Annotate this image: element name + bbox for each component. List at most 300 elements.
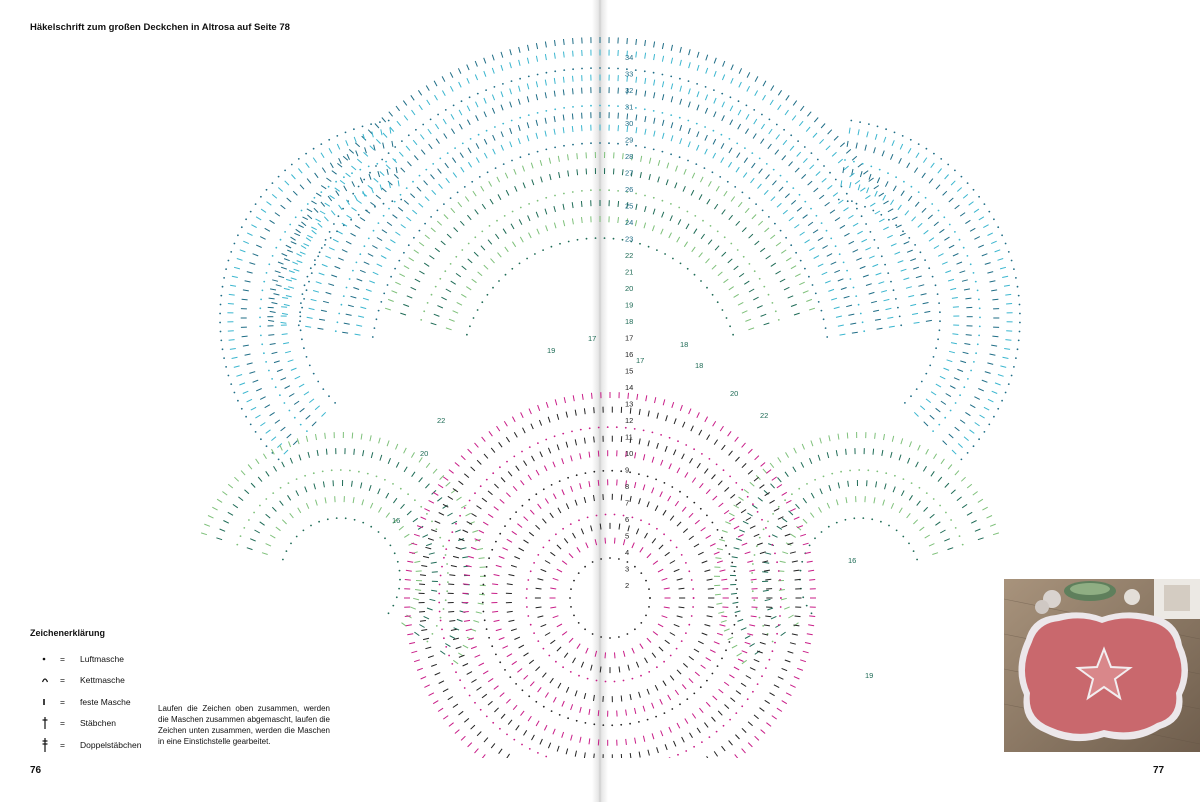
inner-right-stitch [771, 484, 775, 488]
inner-right-stitch [811, 493, 814, 498]
outer-top-stitch [453, 173, 457, 178]
star-center-stitch [532, 735, 535, 740]
outer-top-chain [860, 313, 862, 315]
outer-top-stitch [307, 317, 313, 318]
outer-top-stitch [411, 95, 414, 100]
inner-top-chain [672, 258, 674, 260]
outer-top-chain [818, 301, 820, 303]
outer-top-stitch [366, 289, 372, 291]
outer-top-stitch [527, 96, 529, 102]
star-center-chain [643, 430, 645, 432]
star-center-stitch [519, 548, 524, 551]
lobe-left-chain [230, 383, 232, 385]
star-center-chain [480, 709, 482, 711]
inner-left-stitch [361, 434, 362, 440]
inner-top-stitch [461, 294, 466, 297]
star-center-stitch [506, 699, 510, 703]
outer-top-stitch [875, 319, 881, 320]
outer-top-stitch [821, 124, 825, 129]
inner-left-stitch [414, 561, 420, 562]
star-center-stitch [777, 708, 782, 711]
outer-top-stitch [662, 81, 663, 87]
lobe-right-chain [895, 176, 897, 178]
outer-top-stitch [697, 145, 699, 151]
star-center-stitch [580, 453, 581, 459]
star-center-stitch [646, 395, 647, 401]
inner-left-stitch [447, 513, 452, 516]
inner-right-chain [809, 545, 811, 547]
outer-top-chain [729, 138, 731, 140]
outer-top-stitch [351, 233, 356, 236]
outer-top-stitch [730, 106, 733, 111]
inner-right-stitch [782, 518, 787, 522]
star-center-stitch [491, 448, 495, 453]
outer-top-stitch [803, 158, 807, 162]
star-center-stitch [704, 723, 708, 728]
inner-right-stitch [899, 455, 901, 461]
star-center-stitch [635, 482, 636, 488]
lobe-left-chain [271, 378, 273, 380]
outer-top-chain [744, 147, 746, 149]
inner-left-stitch [387, 441, 389, 447]
star-center-stitch [528, 716, 531, 721]
outer-top-chain [387, 284, 389, 286]
inner-top-chain [712, 294, 714, 296]
star-center-stitch [760, 485, 765, 489]
star-center-chain [611, 470, 613, 472]
outer-top-stitch [346, 173, 351, 177]
outer-top-stitch [459, 124, 462, 129]
outer-top-chain [590, 105, 592, 107]
outer-top-stitch [636, 52, 637, 58]
lobe-left-stitch [243, 290, 249, 291]
star-center-chain [671, 486, 673, 488]
star-center-chain [693, 502, 695, 504]
star-center-chain [769, 659, 771, 661]
star-center-stitch [509, 575, 515, 576]
lobe-left-stitch [354, 195, 357, 200]
outer-top-stitch [793, 101, 797, 106]
lobe-right-stitch [963, 194, 968, 198]
star-center-chain [589, 427, 591, 429]
outer-top-stitch [654, 131, 655, 137]
outer-top-stitch [863, 171, 868, 175]
inner-left-stitch [379, 507, 382, 512]
outer-top-chain [736, 143, 738, 145]
inner-top-chain [710, 225, 712, 227]
lobe-left-stitch [245, 281, 251, 282]
outer-top-chain [424, 223, 426, 225]
lobe-right-chain [1013, 268, 1015, 270]
lobe-right-stitch [938, 169, 942, 174]
star-center-chain [648, 606, 650, 608]
outer-top-stitch [536, 43, 537, 49]
inner-left-stitch [473, 621, 479, 623]
lobe-left-chain [379, 121, 381, 123]
outer-top-stitch [322, 264, 328, 266]
inner-right-stitch [819, 507, 822, 512]
star-center-chain [495, 541, 497, 543]
star-center-stitch [540, 739, 543, 744]
lobe-left-chain [245, 218, 247, 220]
star-center-chain [669, 757, 671, 758]
outer-top-chain [502, 123, 504, 125]
lobe-left-chain [334, 402, 336, 404]
lobe-right-chain [918, 191, 920, 193]
outer-top-stitch [838, 279, 844, 281]
star-center-stitch [558, 508, 561, 513]
star-center-stitch [648, 750, 650, 756]
star-center-chain [693, 448, 695, 450]
outer-top-chain [388, 208, 390, 210]
row-label: 25 [625, 201, 634, 211]
inner-left-stitch [306, 436, 307, 442]
outer-top-chain [425, 169, 427, 171]
outer-top-chain [704, 167, 706, 169]
inner-right-stitch [962, 504, 967, 507]
lobe-left-chain [268, 263, 270, 265]
inner-top-chain [726, 317, 728, 319]
star-center-chain [679, 703, 681, 705]
star-center-stitch [564, 538, 568, 543]
star-center-stitch [548, 417, 550, 423]
star-center-stitch [725, 705, 729, 709]
star-center-chain [752, 691, 754, 693]
lobe-left-stitch [346, 140, 348, 146]
star-center-stitch [690, 733, 693, 738]
inner-top-stitch [752, 215, 756, 219]
row-label: 2 [625, 581, 630, 590]
star-center-chain [776, 561, 778, 563]
outer-top-stitch [785, 110, 789, 115]
outer-top-chain [321, 247, 323, 249]
inner-right-stitch [917, 501, 921, 506]
star-center-stitch [735, 437, 739, 442]
inner-top-stitch [497, 177, 500, 182]
star-center-chain [605, 514, 607, 516]
outer-top-chain [821, 310, 823, 312]
star-center-chain [776, 633, 778, 635]
inner-top-chain [431, 294, 433, 296]
lobe-right-stitch [884, 137, 886, 143]
star-center-stitch [477, 506, 482, 509]
outer-top-stitch [838, 325, 844, 326]
star-center-stitch [792, 561, 798, 562]
row-label: 4 [625, 548, 630, 557]
inner-top-stitch [441, 297, 446, 300]
star-center-stitch [463, 530, 468, 533]
outer-top-stitch [662, 120, 664, 126]
outer-top-stitch [846, 305, 852, 307]
star-center-stitch [443, 716, 448, 720]
star-center-stitch [682, 454, 685, 459]
star-center-stitch [712, 717, 716, 722]
outer-top-chain [554, 147, 556, 149]
inner-top-stitch [519, 219, 522, 224]
star-center-stitch [807, 561, 813, 562]
star-center-chain [555, 533, 557, 535]
outer-top-stitch [398, 207, 403, 211]
star-center-stitch [660, 492, 663, 497]
star-center-stitch [718, 481, 722, 485]
star-center-stitch [639, 409, 640, 415]
outer-top-stitch [844, 166, 849, 170]
inner-top-chain [613, 238, 615, 240]
outer-top-stitch [527, 122, 529, 128]
star-center-stitch [600, 524, 601, 530]
outer-top-chain [338, 313, 340, 315]
lobe-right-chain [973, 361, 975, 363]
outer-top-stitch [888, 209, 893, 212]
star-center-stitch [524, 461, 527, 466]
inner-left-stitch [401, 504, 405, 509]
outer-top-chain [308, 281, 310, 283]
inner-top-stitch [618, 201, 619, 207]
outer-top-chain [705, 86, 707, 88]
lobe-left-stitch [253, 254, 259, 256]
star-center-chain [535, 701, 537, 703]
star-center-stitch [519, 645, 524, 648]
lobe-right-chain [870, 166, 872, 168]
outer-top-stitch [393, 215, 398, 219]
star-center-stitch [748, 722, 753, 726]
outer-top-chain [696, 83, 698, 85]
outer-top-stitch [395, 232, 400, 235]
lobe-left-chain [230, 251, 232, 253]
outer-top-stitch [272, 303, 278, 304]
inner-left-stitch [433, 469, 437, 474]
lobe-right-chain [888, 219, 890, 221]
lobe-right-stitch [992, 336, 998, 337]
outer-top-stitch [654, 118, 655, 124]
inner-right-chain [836, 522, 838, 524]
lobe-right-chain [908, 237, 910, 239]
lobe-right-stitch [915, 202, 919, 207]
star-center-stitch [517, 669, 522, 673]
outer-top-stitch [501, 52, 503, 58]
row-label: 19 [625, 300, 634, 310]
outer-top-chain [415, 129, 417, 131]
outer-top-stitch [814, 118, 818, 123]
lobe-right-chain [895, 224, 897, 226]
inner-left-stitch [388, 458, 390, 464]
lobe-left-stitch [265, 405, 270, 408]
star-center-stitch [657, 747, 659, 753]
lobe-right-chain [879, 169, 881, 171]
lobe-right-stitch [991, 241, 997, 243]
lobe-left-chain [299, 311, 301, 313]
star-center-stitch [523, 428, 526, 433]
outer-top-stitch [476, 115, 479, 121]
star-center-stitch [448, 496, 453, 499]
lobe-right-stitch [843, 167, 844, 173]
lobe-left-stitch [275, 213, 280, 217]
inner-right-chain [762, 625, 764, 627]
outer-top-chain [881, 255, 883, 257]
star-center-stitch [524, 730, 527, 735]
lobe-left-stitch [269, 298, 275, 299]
inner-top-chain [520, 207, 522, 209]
lobe-right-stitch [938, 254, 943, 257]
star-center-chain [526, 606, 528, 608]
inner-right-stitch [732, 645, 737, 648]
star-center-stitch [484, 738, 488, 743]
lobe-left-stitch [286, 245, 291, 248]
star-center-stitch [719, 689, 724, 693]
outer-top-stitch [761, 124, 764, 129]
star-center-stitch [406, 570, 412, 571]
lobe-right-stitch [951, 181, 955, 185]
inner-right-stitch [801, 462, 804, 467]
lobe-left-stitch [272, 352, 278, 353]
inner-left-chain [392, 605, 394, 607]
star-center-stitch [483, 671, 488, 674]
outer-top-chain [662, 74, 664, 76]
star-center-stitch [689, 409, 691, 415]
outer-top-stitch [887, 235, 892, 238]
inner-right-chain [945, 512, 947, 514]
inner-left-stitch [407, 511, 411, 515]
outer-top-stitch [838, 159, 843, 163]
inner-top-stitch [731, 197, 735, 202]
outer-top-stitch [278, 276, 284, 278]
lobe-left-stitch [314, 208, 318, 212]
inner-top-stitch [706, 259, 710, 264]
star-center-stitch [542, 519, 546, 524]
outer-top-stitch [910, 304, 916, 305]
star-center-stitch [449, 723, 454, 727]
star-center-chain [459, 515, 461, 517]
outer-top-stitch [759, 169, 763, 174]
inner-right-chain [753, 599, 755, 601]
star-center-stitch [800, 660, 806, 662]
outer-top-stitch [357, 279, 363, 281]
star-center-stitch [538, 616, 544, 618]
inner-left-chain [443, 608, 445, 610]
star-center-stitch [553, 462, 555, 468]
outer-top-chain [443, 203, 445, 205]
star-center-chain [757, 511, 759, 513]
outer-top-stitch [924, 311, 930, 312]
lobe-left-stitch [336, 191, 339, 196]
outer-top-chain [519, 78, 521, 80]
inner-top-stitch [699, 253, 703, 258]
star-center-chain [772, 650, 774, 652]
outer-top-chain [464, 186, 466, 188]
star-center-stitch [705, 625, 711, 627]
inner-top-stitch [546, 225, 548, 231]
inner-top-stitch [707, 199, 710, 204]
inner-top-stitch [692, 247, 696, 252]
star-center-stitch [734, 667, 739, 670]
outer-top-stitch [746, 114, 749, 119]
outer-top-stitch [852, 332, 858, 333]
star-center-stitch [657, 413, 659, 419]
star-center-chain [736, 588, 738, 590]
outer-top-stitch [802, 174, 806, 178]
star-center-stitch [477, 732, 481, 736]
lobe-left-chain [260, 299, 262, 301]
inner-right-stitch [901, 438, 903, 444]
inner-right-stitch [926, 449, 929, 454]
outer-top-stitch [380, 172, 384, 176]
star-center-chain [664, 482, 666, 484]
star-center-stitch [594, 437, 595, 443]
outer-top-stitch [875, 211, 880, 214]
star-center-stitch [685, 719, 688, 724]
lobe-left-chain [225, 366, 227, 368]
inner-right-chain [811, 612, 813, 614]
star-center-chain [614, 514, 616, 516]
star-center-chain [451, 663, 453, 665]
outer-top-chain [687, 120, 689, 122]
star-center-stitch [790, 685, 795, 688]
star-center-stitch [566, 749, 568, 755]
outer-top-chain [695, 163, 697, 165]
inner-left-stitch [352, 481, 353, 487]
inner-left-chain [310, 525, 312, 527]
outer-top-chain [430, 216, 432, 218]
inner-top-stitch [498, 253, 502, 258]
outer-top-stitch [900, 233, 906, 235]
outer-top-chain [338, 215, 340, 217]
outer-top-stitch [276, 285, 282, 287]
outer-top-stitch [869, 256, 875, 258]
lobe-right-stitch [924, 230, 929, 234]
lobe-right-chain [967, 452, 969, 454]
outer-top-chain [462, 143, 464, 145]
star-center-chain [559, 714, 561, 716]
star-center-chain [530, 624, 532, 626]
star-center-chain [600, 636, 602, 638]
inner-left-stitch [262, 553, 268, 555]
star-center-chain [554, 435, 556, 437]
star-center-chain [670, 540, 672, 542]
row-label: 30 [625, 119, 634, 128]
outer-top-stitch [828, 185, 833, 189]
star-center-stitch [692, 714, 695, 719]
star-center-chain [634, 566, 636, 568]
outer-top-stitch [331, 275, 337, 277]
outer-top-stitch [492, 95, 494, 101]
lobe-left-chain [255, 203, 257, 205]
inner-left-stitch [479, 558, 485, 559]
lobe-right-chain [949, 224, 951, 226]
row-label: 18 [625, 317, 634, 326]
inner-left-stitch [220, 529, 226, 531]
inner-top-stitch [781, 250, 786, 253]
outer-top-stitch [775, 150, 779, 155]
outer-top-chain [811, 152, 813, 154]
star-center-stitch [555, 399, 557, 405]
star-center-chain [576, 474, 578, 476]
lobe-left-stitch [293, 441, 297, 445]
inner-top-stitch [554, 206, 556, 212]
star-center-stitch [511, 565, 517, 567]
inner-top-stitch [523, 166, 525, 172]
lobe-left-chain [328, 395, 330, 397]
outer-top-stitch [554, 53, 555, 59]
outer-top-stitch [407, 162, 411, 166]
inner-top-stitch [653, 209, 655, 215]
star-center-stitch [409, 552, 415, 553]
lobe-right-chain [910, 139, 912, 141]
star-center-stitch [706, 702, 710, 706]
inner-top-chain [427, 302, 429, 304]
star-center-stitch [538, 687, 542, 692]
lobe-left-chain [306, 430, 308, 432]
star-center-stitch [706, 658, 711, 661]
